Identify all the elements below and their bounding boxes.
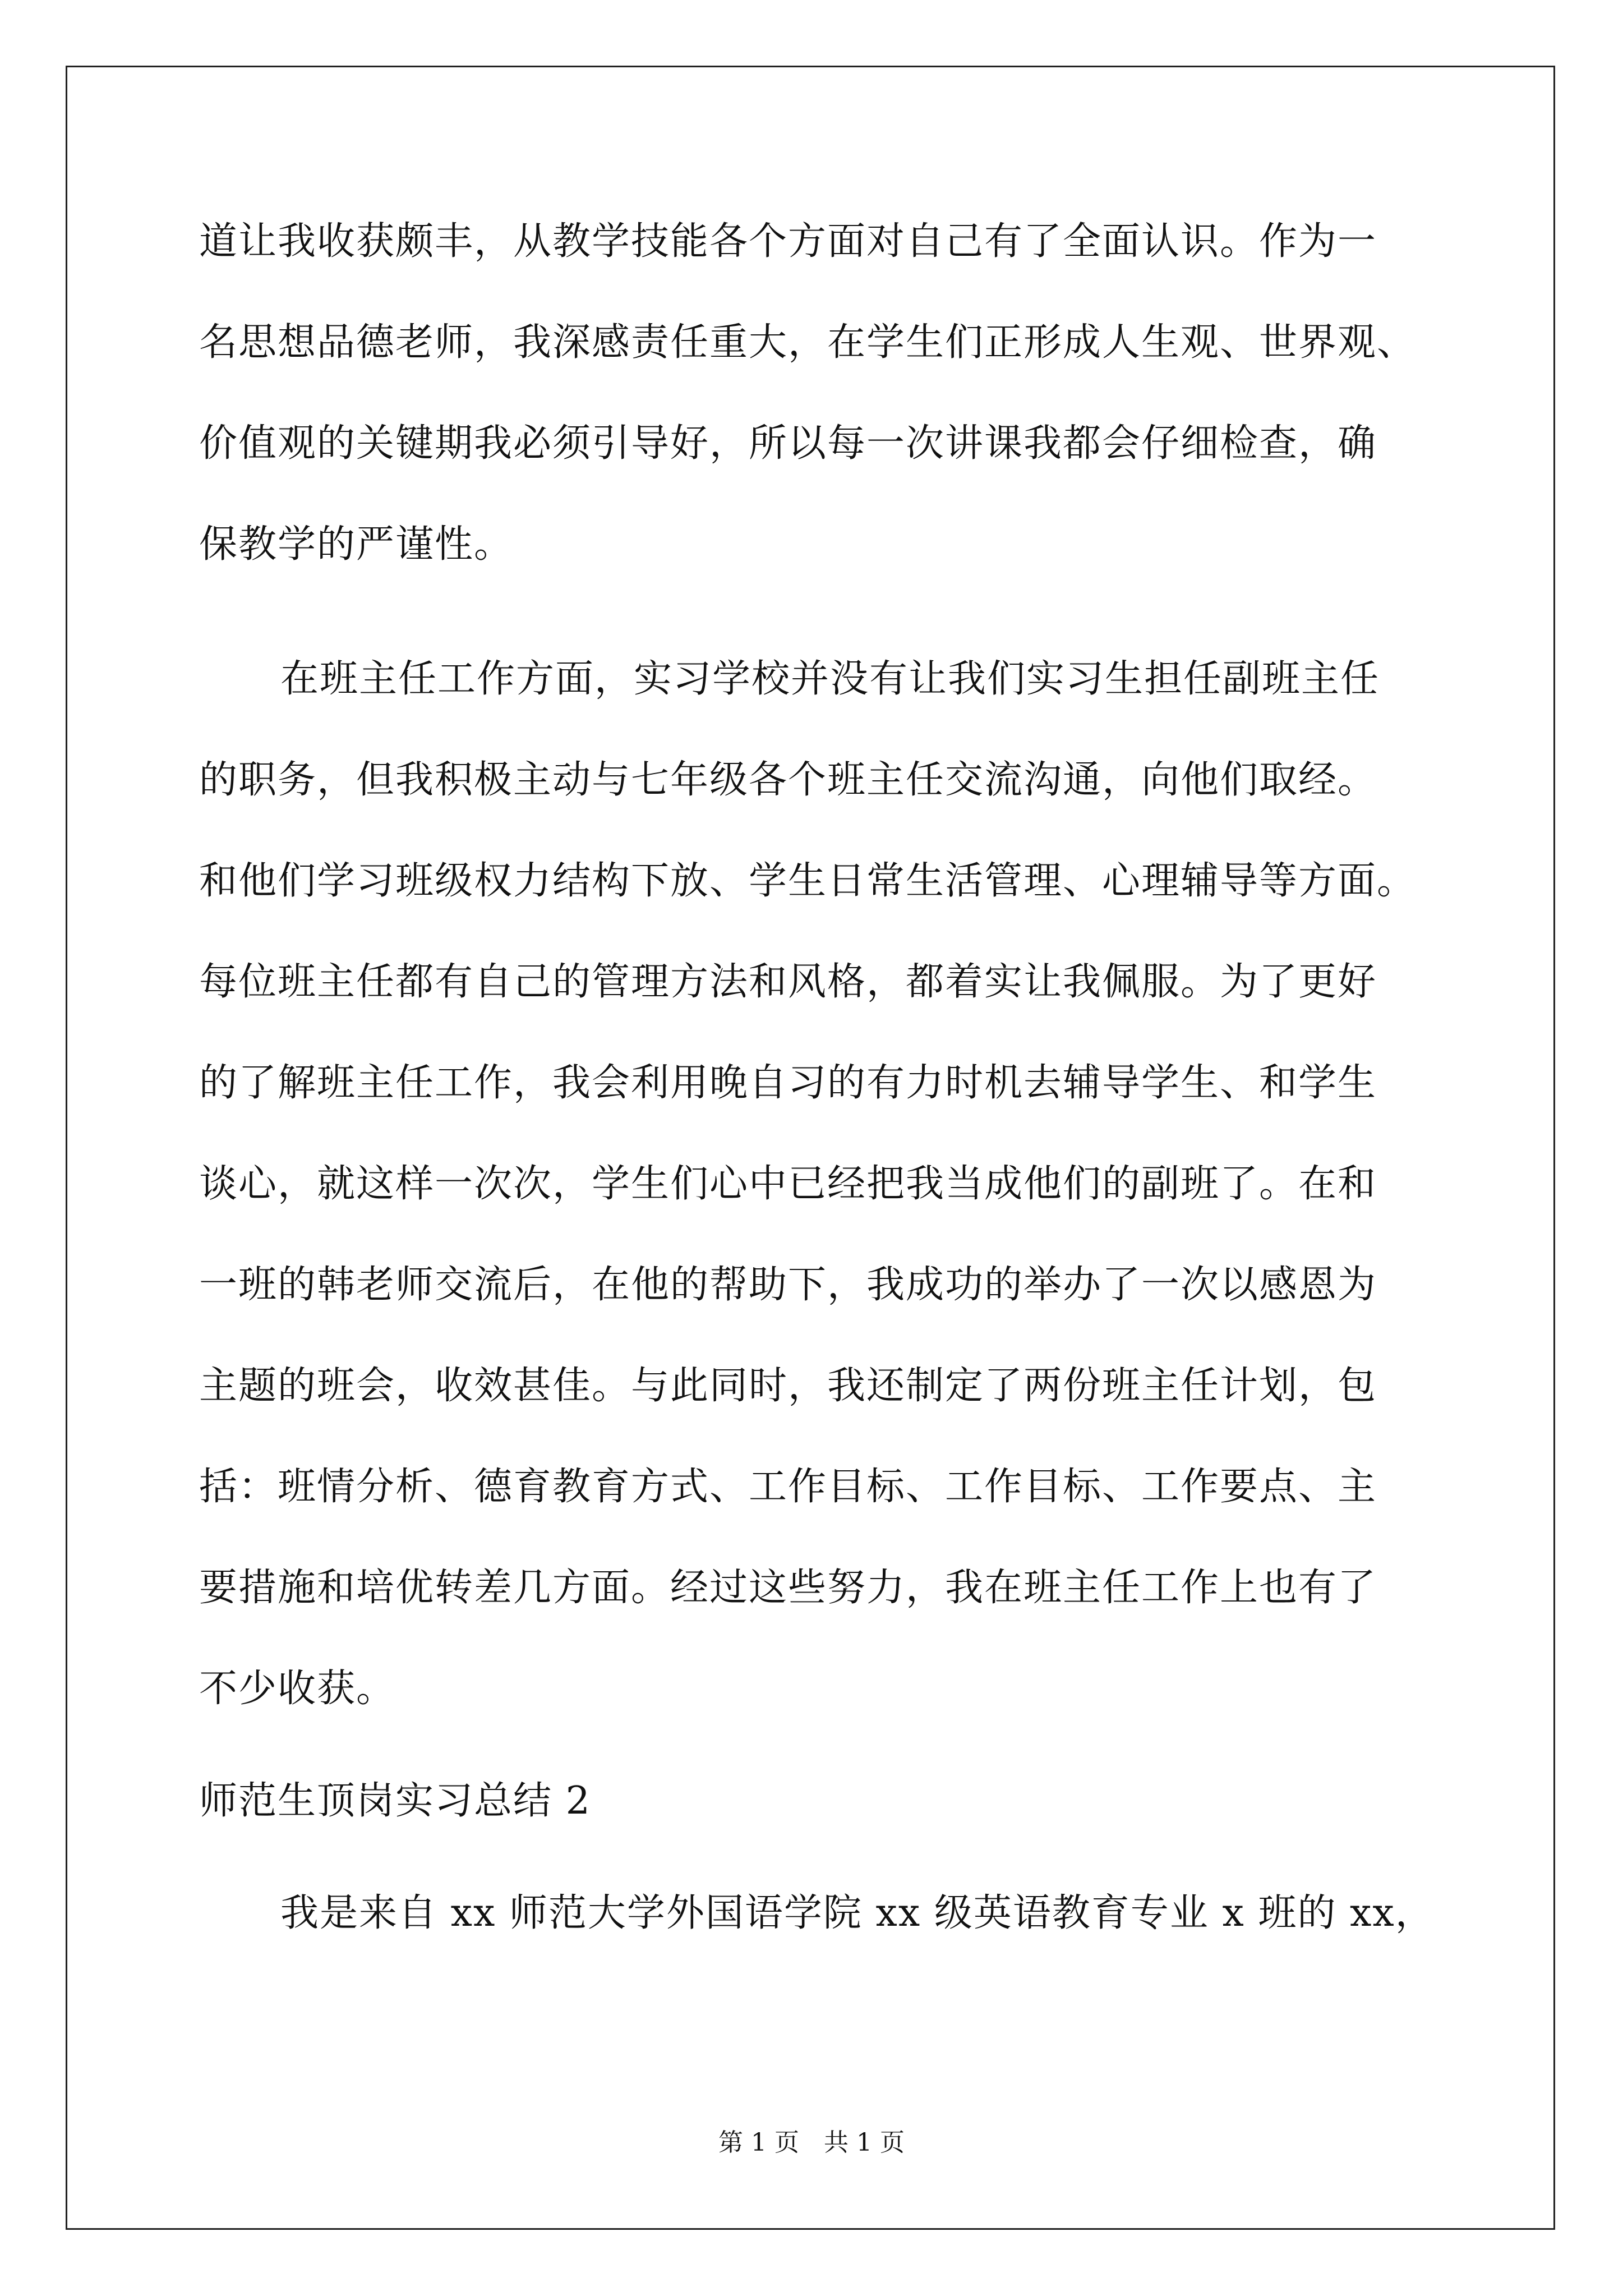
text-line: 每位班主任都有自己的管理方法和风格，都着实让我佩服。为了更好 bbox=[199, 960, 1377, 1004]
text-line: 谈心，就这样一次次，学生们心中已经把我当成他们的副班了。在和 bbox=[199, 1162, 1377, 1206]
text-line: 名思想品德老师，我深感责任重大，在学生们正形成人生观、世界观、 bbox=[199, 320, 1417, 365]
text-line: 和他们学习班级权力结构下放、学生日常生活管理、心理辅导等方面。 bbox=[199, 859, 1417, 903]
text-line: 的了解班主任工作，我会利用晚自习的有力时机去辅导学生、和学生 bbox=[199, 1061, 1377, 1105]
text-line: 的职务，但我积极主动与七年级各个班主任交流沟通，向他们取经。 bbox=[199, 758, 1377, 802]
text-line: 主题的班会，收效甚佳。与此同时，我还制定了两份班主任计划，包 bbox=[199, 1364, 1377, 1408]
paragraph-first-line: 在班主任工作方面，实习学校并没有让我们实习生担任副班主任 bbox=[280, 657, 1380, 701]
paragraph-first-line: 我是来自 xx 师范大学外国语学院 xx 级英语教育专业 x 班的 xx， bbox=[280, 1891, 1435, 1935]
text-line: 括：班情分析、德育教育方式、工作目标、工作目标、工作要点、主 bbox=[199, 1465, 1377, 1509]
section-heading: 师范生顶岗实习总结 2 bbox=[199, 1779, 591, 1823]
text-line: 保教学的严谨性。 bbox=[199, 522, 514, 567]
text-line: 要措施和培优转差几方面。经过这些努力，我在班主任工作上也有了 bbox=[199, 1566, 1377, 1610]
text-line: 价值观的关键期我必须引导好，所以每一次讲课我都会仔细检查，确 bbox=[199, 421, 1377, 466]
text-line: 不少收获。 bbox=[199, 1667, 396, 1711]
text-line: 道让我收获颇丰，从教学技能各个方面对自己有了全面认识。作为一 bbox=[199, 219, 1377, 264]
text-line: 一班的韩老师交流后，在他的帮助下，我成功的举办了一次以感恩为 bbox=[199, 1263, 1377, 1307]
page-number-footer: 第 1 页 共 1 页 bbox=[718, 2128, 905, 2157]
